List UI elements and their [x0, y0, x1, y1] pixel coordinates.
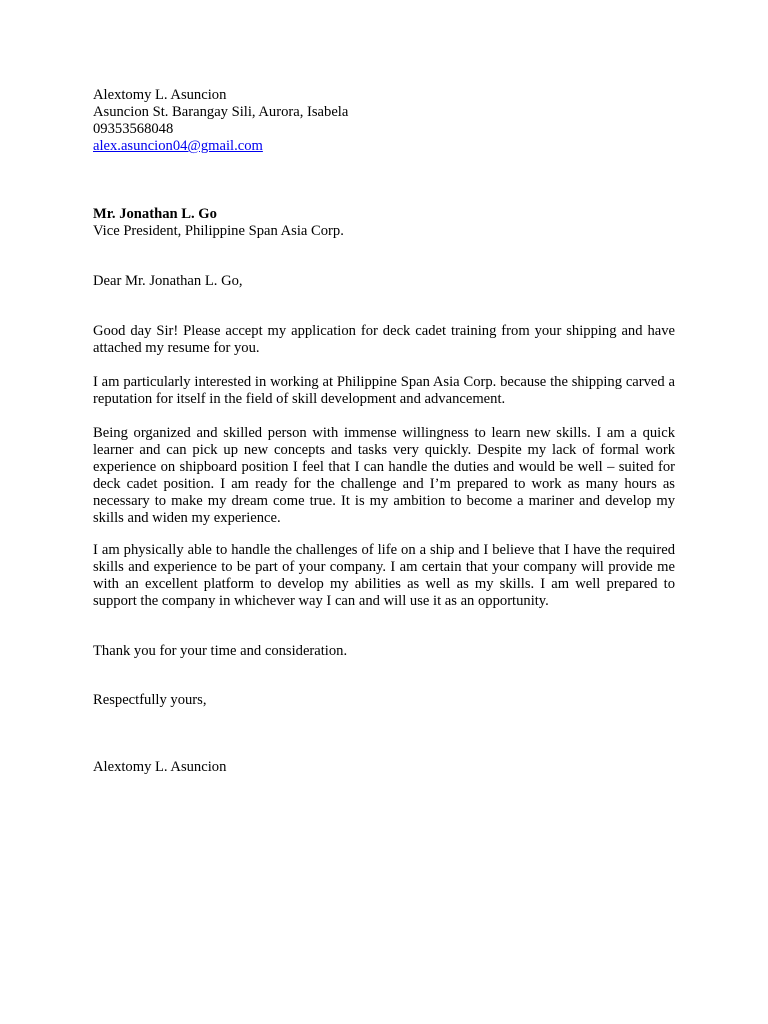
- paragraph-text: I am particularly interested in working at Philippine Span Asia Corp. because the shipping carved a reputation for itself in the field of skill development and advancement.: [93, 374, 675, 407]
- paragraph-text: I am physically able to handle the challenges of life on a ship and I believe that I have the required skills and experience to be part of your company. I am certain that your company will provide me with an excellent platform to develop my abilities as well as my skills. I am well prepared to support the company in whichever way I can and will use it as an opportunity.: [93, 542, 675, 609]
- paragraph-text: Thank you for your time and consideration.: [93, 643, 348, 659]
- salutation-text: Dear Mr. Jonathan L. Go,: [93, 273, 243, 289]
- recipient-name: Mr. Jonathan L. Go: [93, 206, 217, 222]
- signature-name: Alextomy L. Asuncion: [93, 759, 227, 775]
- sender-phone: 09353568048: [93, 121, 174, 137]
- paragraph-text: Being organized and skilled person with immense willingness to learn new skills. I am a quick learner and can pick up new concepts and tasks very quickly. Despite my lack of formal work experience on shipboard position I feel that I can handle the duties and would be well – suited for deck cadet position. I am ready for the challenge and I’m prepared to work as many hours as necessary to make my dream come true. It is my ambition to become a mariner and develop my skills and widen my experience.: [93, 425, 675, 526]
- body-paragraph-1: [93, 323, 675, 357]
- recipient-title: Vice President, Philippine Span Asia Corp.: [93, 223, 344, 239]
- body-paragraph-4: [93, 542, 675, 610]
- signature: [93, 759, 675, 776]
- sender-name: Alextomy L. Asuncion: [93, 87, 227, 103]
- sender-email-link[interactable]: alex.asuncion04@gmail.com: [93, 138, 263, 154]
- salutation: [93, 273, 675, 290]
- sender-address: Asuncion St. Barangay Sili, Aurora, Isabela: [93, 104, 349, 120]
- body-paragraph-3: [93, 425, 675, 527]
- sender-block: [93, 87, 675, 155]
- closing: [93, 692, 675, 709]
- paragraph-text: Good day Sir! Please accept my application for deck cadet training from your shipping and have attached my resume for you.: [93, 323, 675, 356]
- recipient-block: [93, 206, 675, 240]
- body-paragraph-5: [93, 643, 675, 660]
- closing-text: Respectfully yours,: [93, 692, 207, 708]
- body-paragraph-2: [93, 374, 675, 408]
